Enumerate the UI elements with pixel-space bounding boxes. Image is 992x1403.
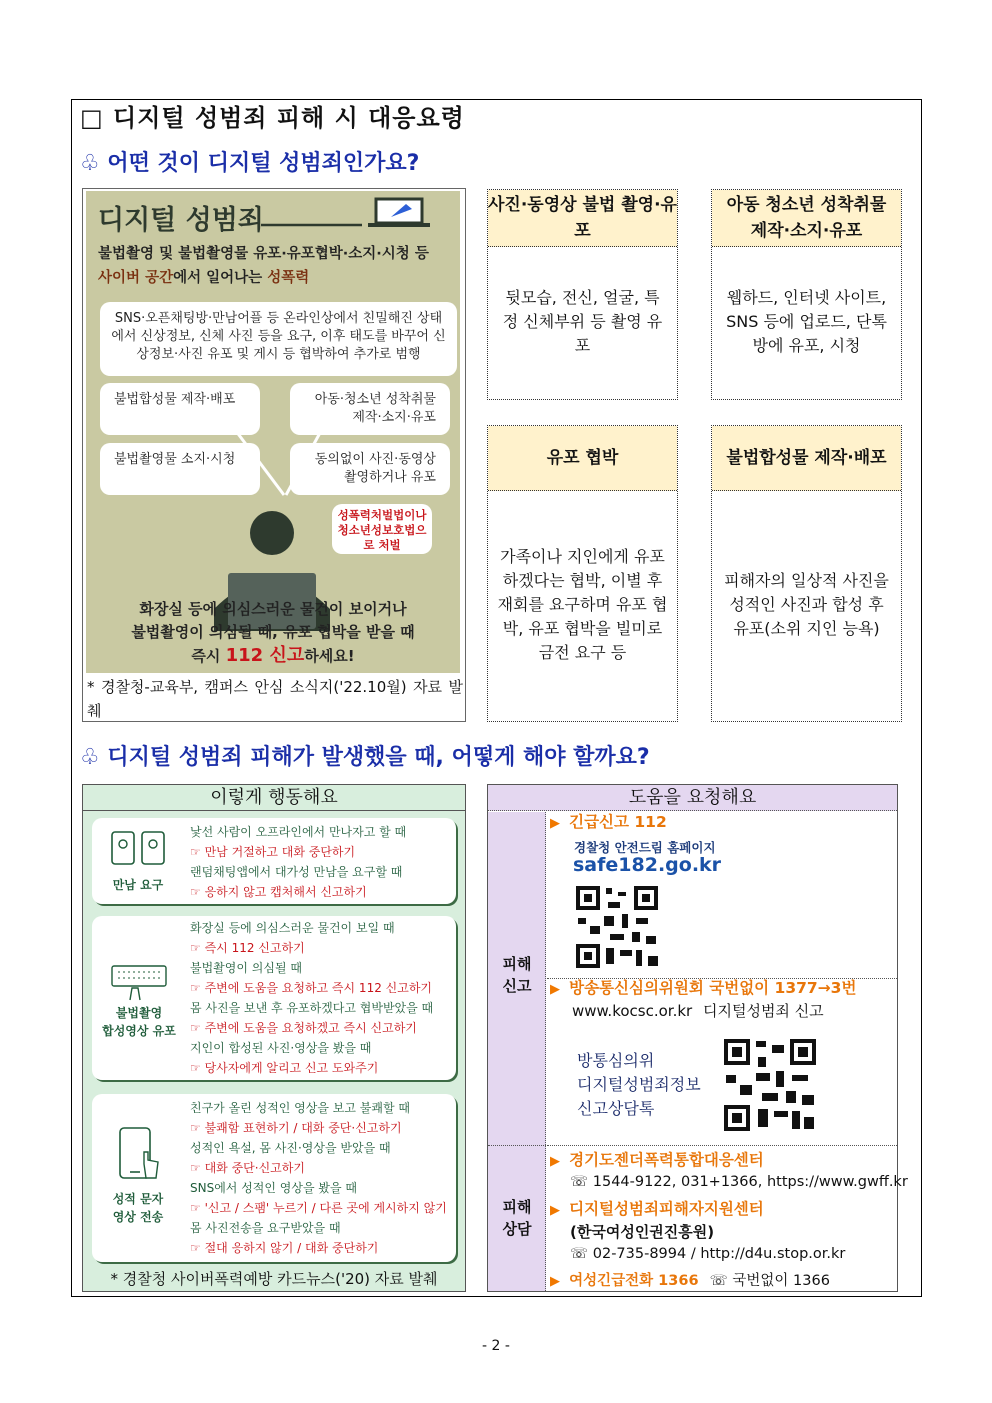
gwff-text: 경기도젠더폭력통합대응센터 (569, 1151, 764, 1169)
card-line: 낯선 사람이 오프라인에서 만나자고 할 때 (190, 825, 407, 839)
infographic-source-note: * 경찰청-교육부, 캠퍼스 안심 소식지('22.10월) 자료 발췌 (87, 678, 463, 720)
safe182-qr-icon[interactable] (574, 884, 660, 970)
category-head: 불법합성물 제작·배포 (712, 426, 901, 491)
category-head: 유포 협박 (488, 426, 677, 491)
card-label-line1: 불법촬영 (115, 1006, 163, 1020)
emergency-112 (550, 810, 667, 832)
category-body: 웹하드, 인터넷 사이트, SNS 등에 업로드, 단톡방에 유포, 시청 (726, 288, 887, 355)
cyber-space-highlight: 사이버 공간 (98, 270, 174, 286)
bubble-child-exploitation: 아동·청소년 성착취물 제작·소지·유포 (290, 383, 450, 435)
report-label (488, 953, 546, 997)
triangle-bullet-icon: ▶ (550, 1203, 560, 1218)
card-line: 성적인 욕설, 몸 사진·영상을 받았을 때 (190, 1141, 391, 1155)
d4u-org: (한국여성인권진흥원) (570, 1223, 715, 1241)
triangle-bullet-icon: ▶ (550, 816, 560, 831)
triangle-bullet-icon: ▶ (550, 1274, 560, 1289)
kocsc-text: 방송통신심의위원회 국번없이 1377→3번 (569, 979, 857, 997)
card-line: ☞ 절대 응하지 않기 / 대화 중단하기 (190, 1241, 379, 1255)
category-child-exploitation (711, 189, 902, 400)
safe182-url[interactable]: safe182.go.kr (573, 854, 722, 876)
category-distribution-threat (487, 425, 678, 722)
section-heading-1 (80, 146, 419, 177)
card-line: ☞ 주변에 도움을 요청하고 즉시 112 신고하기 (190, 981, 433, 995)
card-text (190, 918, 454, 1078)
d4u (550, 1197, 764, 1219)
card-line: ☞ 만남 거절하고 대화 중단하기 (190, 845, 356, 859)
bubble-punishment: 성폭력처벌법이나 청소년성보호법으로 처벌 (332, 504, 432, 554)
sexual-violence-highlight: 성폭력 (267, 270, 310, 286)
infographic-subtitle (98, 242, 458, 290)
kocsc (550, 976, 856, 998)
card-meeting-request (92, 818, 456, 904)
emergency-112-text: 긴급신고 112 (569, 813, 667, 831)
infographic-title: 디지털 성범죄 (98, 205, 264, 236)
kocsc-url[interactable]: www.kocsc.or.kr (572, 1002, 693, 1020)
kocsc-report-text: 디지털성범죄 신고 (702, 1002, 824, 1020)
kocsc-qr-icon[interactable] (722, 1037, 818, 1133)
cta-line1: 화장실 등에 의심스러운 물건이 보이거나 (139, 600, 407, 618)
card-line: 몸 사진을 보낸 후 유포하겠다고 협박받았을 때 (190, 1001, 434, 1015)
report-label-line1: 피해 (502, 955, 532, 973)
card-line: SNS에서 성적인 영상을 봤을 때 (190, 1181, 357, 1195)
card-line: ☞ 응하지 않고 캡처해서 신고하기 (190, 885, 367, 899)
section-heading-2-text: ♧ 디지털 성범죄 피해가 발생했을 때, 어떻게 해야 할까요? (80, 745, 650, 770)
help-divider (547, 1145, 897, 1146)
bubble-synthetic: 불법합성물 제작·배포 (100, 383, 260, 435)
category-illegal-filming (487, 189, 678, 400)
action-guide-heading: 이렇게 행동해요 (83, 785, 465, 811)
infographic-sub-line1: 불법촬영 및 불법촬영물 유포·유포협박·소지·시청 등 (98, 246, 429, 262)
card-label-line1: 성적 문자 (112, 1192, 164, 1206)
card-line: ☞ 주변에 도움을 요청하겠고 즉시 신고하기 (190, 1021, 417, 1035)
help-heading: 도움을 요청해요 (488, 785, 897, 811)
consult-label-line2: 상담 (502, 1220, 532, 1238)
card-line: 화장실 등에 의심스러운 물건이 보일 때 (190, 921, 395, 935)
card-line: 지인이 합성된 사진·영상을 봤을 때 (190, 1041, 372, 1055)
category-synthetic-distribution (711, 425, 902, 722)
gwff (550, 1148, 764, 1170)
card-label-line2: 합성영상 유포 (102, 1024, 176, 1038)
kocsc-chat-line3: 신고상담톡 (577, 1099, 655, 1118)
bubble-possession: 불법촬영물 소지·시청 (100, 443, 260, 495)
consult-label-line1: 피해 (502, 1198, 532, 1216)
card-line: ☞ '신고 / 스팸' 누르기 / 다른 곳에 게시하지 않기 (190, 1201, 447, 1215)
card-text (190, 1098, 454, 1258)
card-illegal-filming (92, 916, 456, 1080)
card-line: 불법촬영이 의심될 때 (190, 961, 302, 975)
cta-line2: 불법촬영이 의심될 때, 유포 협박을 받을 때 (131, 623, 415, 641)
women-hotline-contact[interactable]: ☏ 국번없이 1366 (709, 1273, 830, 1289)
infographic-sub-text: 에서 일어나는 (173, 270, 268, 286)
report-label-line2: 신고 (502, 977, 532, 995)
card-line: ☞ 즉시 112 신고하기 (190, 941, 305, 955)
bubble-online-grooming: SNS·오픈채팅방·만남어플 등 온라인상에서 친밀해진 상태에서 신상정보, 신체 사진 등을 요구, 이후 태도를 바꾸어 신상정보·사진 유포 및 게시 등 협박하여 추가로 범행 (100, 302, 457, 376)
kocsc-chat-line1: 방통심의위 (577, 1051, 655, 1070)
category-body: 피해자의 일상적 사진을 성적인 사진과 합성 후 유포(소위 지인 능욕) (724, 571, 889, 638)
card-text (190, 822, 452, 902)
d4u-contact[interactable]: ☏ 02-735-8994 / http://d4u.stop.or.kr (570, 1246, 846, 1262)
card-label: 만남 요구 (112, 878, 164, 892)
category-body: 가족이나 지인에게 유포하겠다는 협박, 이별 후 재회를 요구하며 유포 협박, 유포 협박을 빌미로 금전 요구 등 (497, 547, 668, 662)
section-heading-1-text: ♧ 어떤 것이 디지털 성범죄인가요? (80, 151, 420, 176)
women-hotline (550, 1269, 830, 1290)
card-label (98, 1190, 178, 1226)
d4u-text: 디지털성범죄피해자지원센터 (569, 1200, 764, 1218)
cta-immediately: 즉시 (191, 647, 226, 665)
category-body: 뒷모습, 전신, 얼굴, 특정 신체부위 등 촬영 유포 (502, 288, 663, 355)
kocsc-chat-line2: 디지털성범죄정보 (577, 1075, 701, 1094)
card-line: 랜덤채팅앱에서 대가성 만남을 요구할 때 (190, 865, 403, 879)
infographic-sub-line2 (98, 266, 458, 290)
kocsc-chat (577, 1049, 701, 1121)
consult-label (488, 1196, 546, 1240)
page-number: - 2 - (482, 1338, 510, 1354)
triangle-bullet-icon: ▶ (550, 982, 560, 997)
bubble-nonconsensual: 동의없이 사진·동영상 촬영하거나 유포 (290, 443, 450, 495)
gwff-contact[interactable]: ☏ 1544-9122, 031+1366, https://www.gwff.kr (570, 1174, 908, 1190)
phone-icon (106, 830, 170, 866)
page-title: □ 디지털 성범죄 피해 시 대응요령 (80, 104, 465, 132)
keyboard-icon (110, 962, 168, 1002)
category-head: 아동 청소년 성착취물 제작·소지·유포 (712, 190, 901, 247)
safe182-caption: 경찰청 안전드림 홈페이지 (574, 840, 716, 855)
smartphone-icon (114, 1124, 164, 1184)
cta-line3 (92, 644, 454, 668)
card-line: ☞ 대화 중단·신고하기 (190, 1161, 305, 1175)
card-label-line2: 영상 전송 (112, 1210, 164, 1224)
triangle-bullet-icon: ▶ (550, 1154, 560, 1169)
section-heading-2 (80, 740, 650, 771)
card-line: 친구가 올린 성적인 영상을 보고 불쾌할 때 (190, 1101, 410, 1115)
card-line: 몸 사진전송을 요구받았을 때 (190, 1221, 341, 1235)
help-sidebar-divider (488, 1145, 546, 1146)
card-line: ☞ 당사자에게 알리고 신고 도와주기 (190, 1061, 379, 1075)
category-head: 사진·동영상 불법 촬영·유포 (488, 190, 677, 247)
card-sexual-messages (92, 1094, 456, 1262)
kocsc-url-line (572, 1000, 824, 1021)
cta-suffix: 하세요! (304, 647, 355, 665)
card-label (96, 1004, 182, 1040)
action-guide-source-note: * 경찰청 사이버폭력예방 카드뉴스('20) 자료 발췌 (110, 1270, 438, 1288)
cta-112-report: 112 신고 (225, 645, 305, 666)
women-hotline-text: 여성긴급전화 1366 (569, 1273, 699, 1289)
infographic-call-to-action (92, 598, 454, 668)
card-line: ☞ 불쾌함 표현하기 / 대화 중단·신고하기 (190, 1121, 402, 1135)
